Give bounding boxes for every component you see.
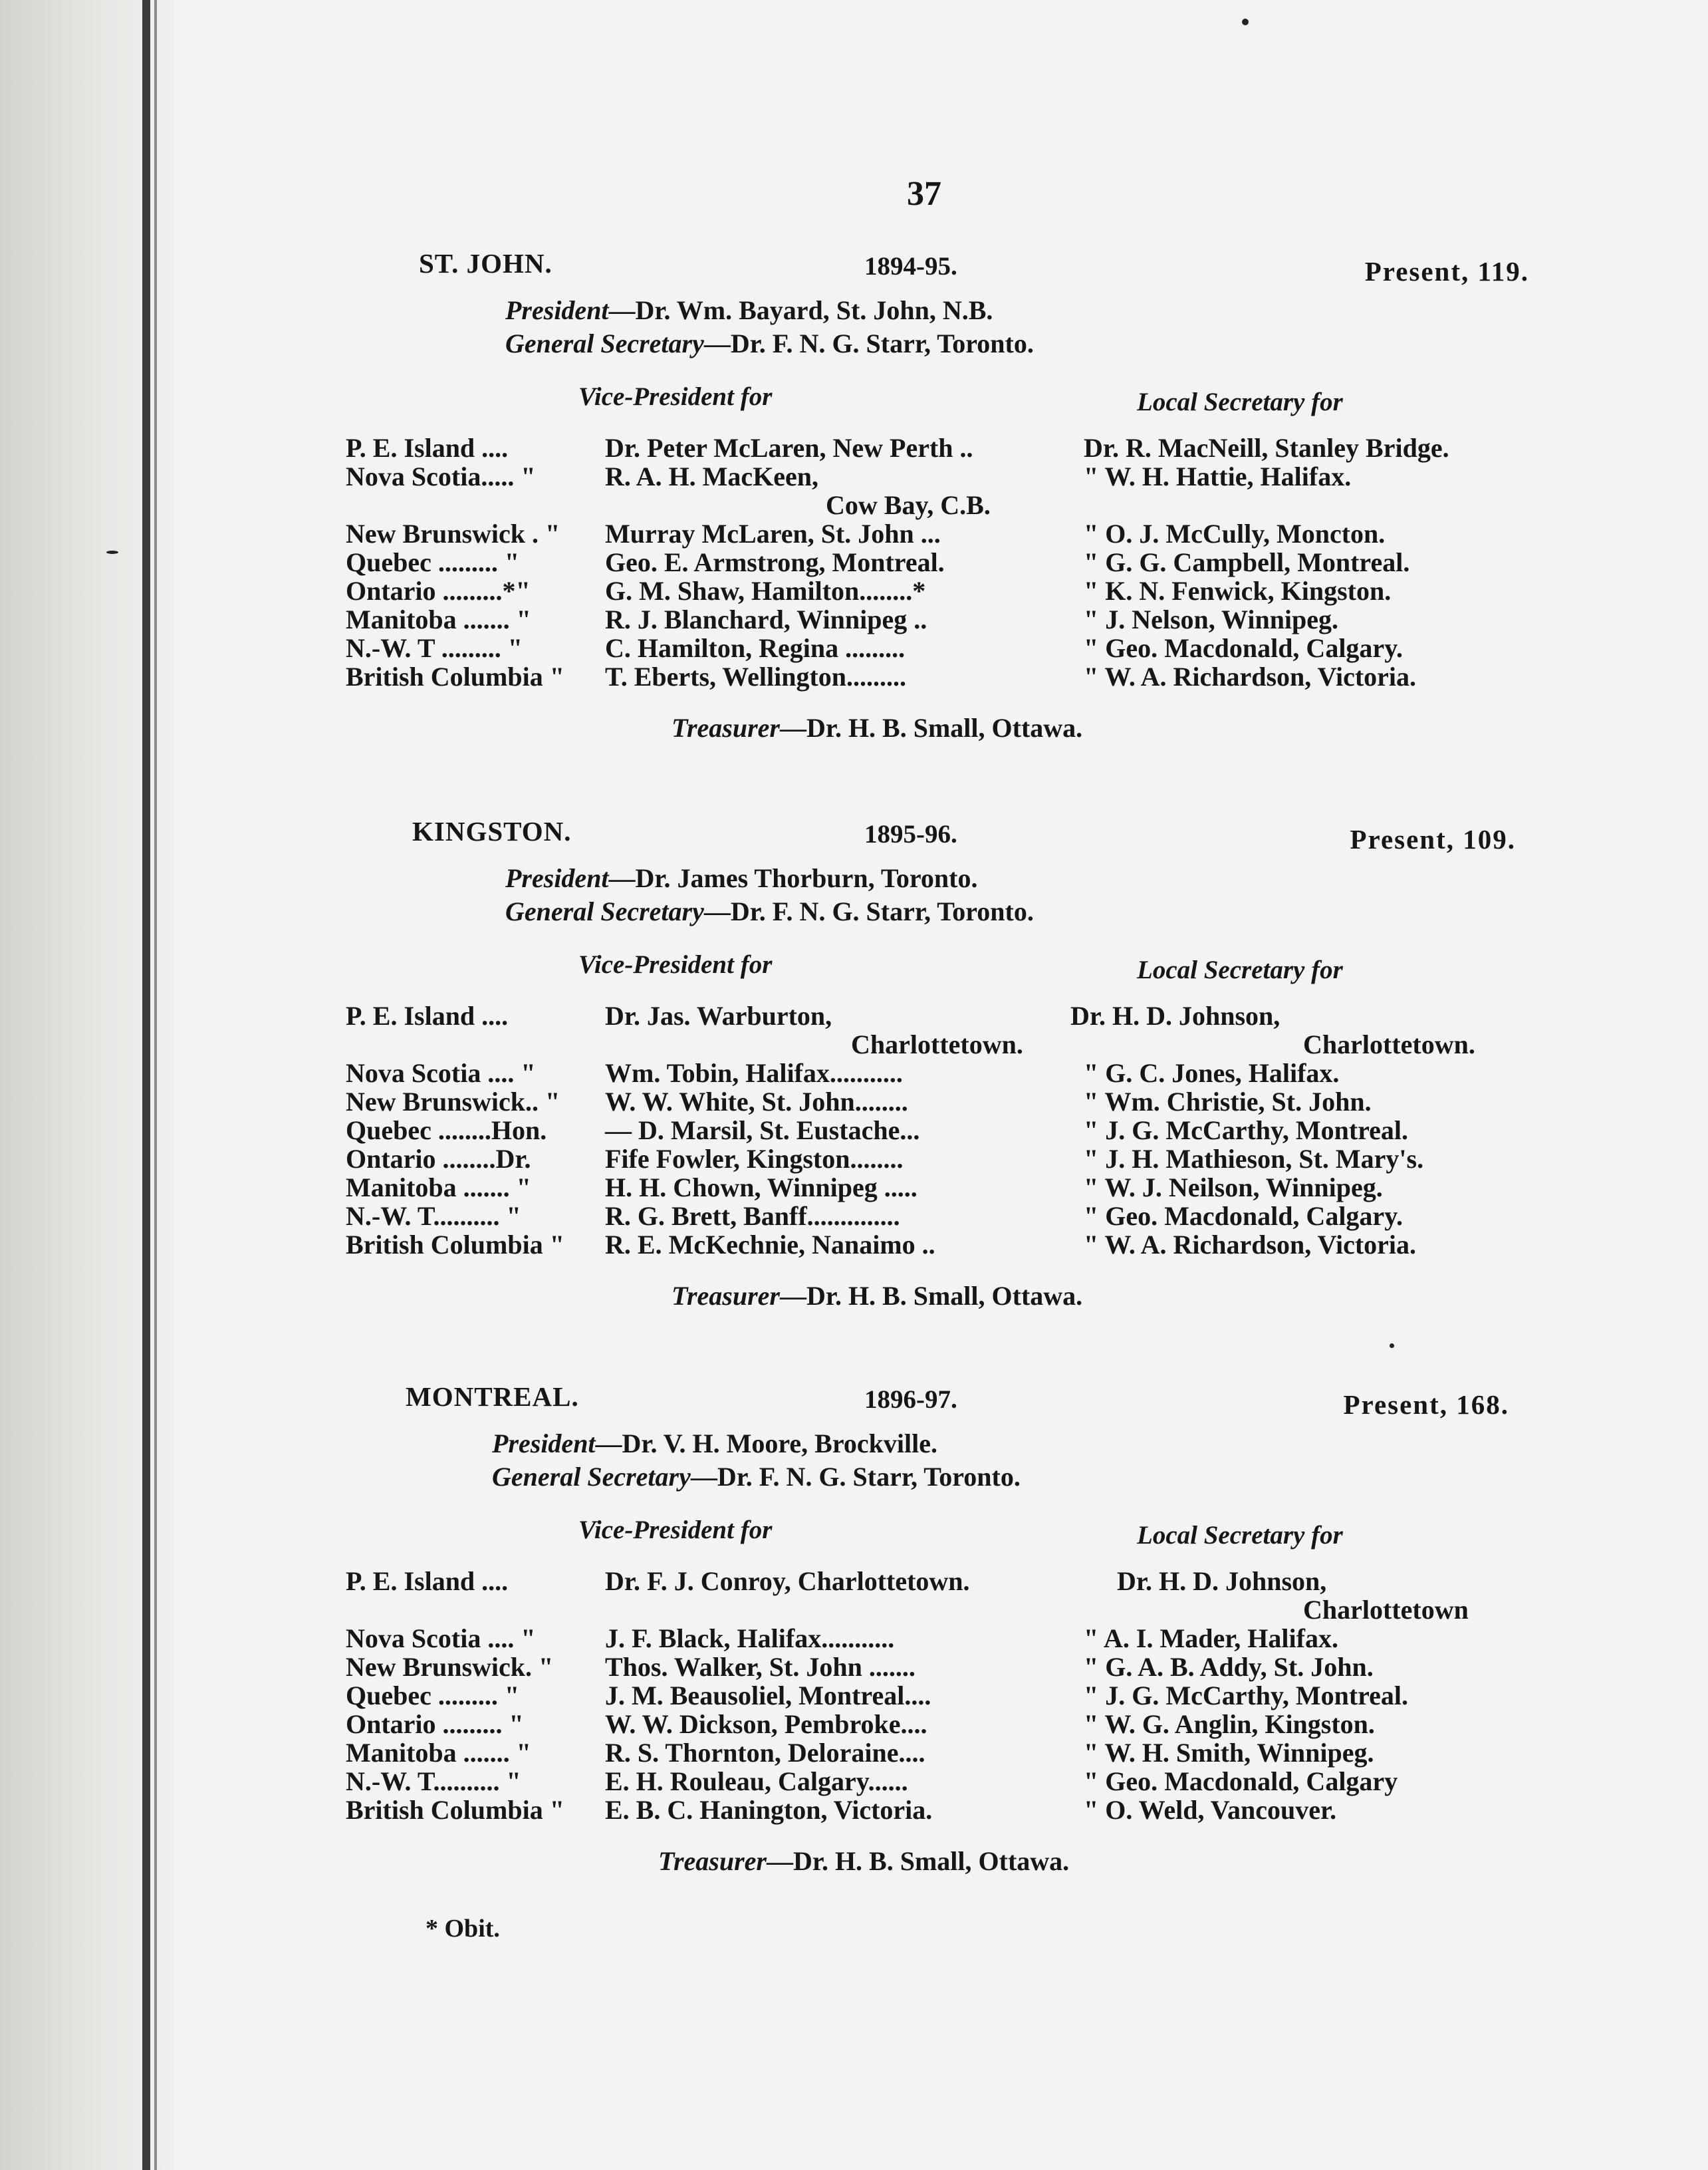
table-row — [346, 1000, 1529, 1057]
local-secretary: " W. A. Richardson, Victoria. — [1084, 662, 1417, 692]
table-row — [346, 1565, 1529, 1623]
vice-president: E. H. Rouleau, Calgary...... — [605, 1766, 908, 1796]
general-secretary-line — [346, 895, 1529, 928]
treasurer-line — [346, 712, 1529, 744]
local-secretary: " W. J. Neilson, Winnipeg. — [1084, 1172, 1383, 1202]
table-row — [346, 1229, 1529, 1258]
treasurer-line — [346, 1845, 1529, 1877]
vice-president: E. B. C. Hanington, Victoria. — [605, 1795, 933, 1825]
local-secretary: " G. A. B. Addy, St. John. — [1084, 1652, 1374, 1682]
section-header — [346, 247, 1529, 294]
local-secretary: Dr. H. D. Johnson, — [1117, 1566, 1327, 1596]
section-header — [346, 815, 1529, 862]
local-secretary: " J. G. McCarthy, Montreal. — [1084, 1681, 1409, 1710]
vice-president: G. M. Shaw, Hamilton........* — [605, 576, 926, 606]
table-row — [346, 1766, 1529, 1794]
table-row — [346, 1794, 1529, 1823]
vice-president: H. H. Chown, Winnipeg ..... — [605, 1172, 917, 1202]
president-name: —Dr. Wm. Bayard, St. John, N.B. — [608, 295, 993, 325]
officer-table — [346, 432, 1529, 690]
vice-president-heading: Vice-President for — [578, 950, 773, 979]
meeting-year: 1894-95. — [864, 252, 957, 281]
treasurer-line — [346, 1280, 1529, 1311]
vice-president: Dr. Peter McLaren, New Perth .. — [605, 433, 973, 463]
vice-president: Thos. Walker, St. John ....... — [605, 1652, 915, 1682]
vice-president-heading: Vice-President for — [578, 382, 773, 411]
vice-president: Wm. Tobin, Halifax........... — [605, 1058, 903, 1088]
general-secretary-role: General Secretary — [505, 329, 704, 358]
scan-speck — [106, 551, 118, 554]
vice-president: R. A. H. MacKeen, — [605, 462, 819, 491]
vice-president: R. J. Blanchard, Winnipeg .. — [605, 605, 927, 634]
vice-president: Dr. Jas. Warburton, — [605, 1001, 832, 1031]
treasurer-name: —Dr. H. B. Small, Ottawa. — [779, 713, 1083, 743]
vice-president: C. Hamilton, Regina ......... — [605, 633, 906, 663]
province: P. E. Island .... — [346, 433, 509, 463]
general-secretary-line — [346, 1460, 1529, 1494]
local-secretary: " O. Weld, Vancouver. — [1084, 1795, 1337, 1825]
local-secretary: " Geo. Macdonald, Calgary. — [1084, 633, 1403, 663]
local-secretary: " W. H. Hattie, Halifax. — [1084, 462, 1352, 491]
local-secretary-continuation: Charlottetown. — [1303, 1029, 1475, 1059]
local-secretary: " G. C. Jones, Halifax. — [1084, 1058, 1340, 1088]
vice-president: Fife Fowler, Kingston........ — [605, 1144, 904, 1174]
province: Manitoba ....... " — [346, 605, 531, 634]
vice-president: W. W. White, St. John........ — [605, 1087, 908, 1117]
president-name: —Dr. James Thorburn, Toronto. — [608, 863, 978, 893]
vice-president-continuation: Cow Bay, C.B. — [826, 490, 991, 520]
table-row — [346, 1057, 1529, 1086]
vice-president: Geo. E. Armstrong, Montreal. — [605, 547, 945, 577]
province: P. E. Island .... — [346, 1566, 509, 1596]
vice-president: — D. Marsil, St. Eustache... — [605, 1115, 920, 1145]
table-row — [346, 1143, 1529, 1172]
table-row — [346, 575, 1529, 604]
province: New Brunswick . " — [346, 519, 560, 549]
general-secretary-name: —Dr. F. N. G. Starr, Toronto. — [703, 329, 1034, 358]
footnote-obit: * Obit. — [426, 1915, 500, 1943]
treasurer-name: —Dr. H. B. Small, Ottawa. — [766, 1846, 1070, 1876]
vice-president: R. E. McKechnie, Nanaimo .. — [605, 1230, 935, 1260]
scan-speck — [1390, 1343, 1394, 1348]
general-secretary-role: General Secretary — [505, 896, 704, 926]
meeting-year: 1896-97. — [864, 1385, 957, 1414]
attendance-count: Present, 119. — [1364, 256, 1529, 287]
local-secretary: " K. N. Fenwick, Kingston. — [1084, 576, 1392, 606]
province: Manitoba ....... " — [346, 1172, 531, 1202]
table-row — [346, 1086, 1529, 1115]
local-secretary: " A. I. Mader, Halifax. — [1084, 1623, 1338, 1653]
president-role: President — [492, 1428, 596, 1458]
local-secretary: " O. J. McCully, Moncton. — [1084, 519, 1386, 549]
province: Nova Scotia .... " — [346, 1058, 536, 1088]
treasurer-role: Treasurer — [671, 713, 780, 743]
page-number: 37 — [907, 175, 941, 213]
president-role: President — [505, 863, 609, 893]
meeting-section-kingston — [346, 815, 1529, 1311]
province: Nova Scotia .... " — [346, 1623, 536, 1653]
general-secretary-role: General Secretary — [492, 1462, 691, 1492]
local-secretary: " J. Nelson, Winnipeg. — [1084, 605, 1339, 634]
province: Quebec ......... " — [346, 547, 520, 577]
president-line — [346, 1427, 1529, 1460]
table-row — [346, 1737, 1529, 1766]
president-name: —Dr. V. H. Moore, Brockville. — [595, 1428, 937, 1458]
province: N.-W. T.......... " — [346, 1766, 521, 1796]
president-role: President — [505, 295, 609, 325]
local-secretary-heading: Local Secretary for — [1137, 388, 1343, 416]
local-secretary: " W. H. Smith, Winnipeg. — [1084, 1738, 1374, 1768]
local-secretary: " W. G. Anglin, Kingston. — [1084, 1709, 1375, 1739]
table-row — [346, 1172, 1529, 1200]
scan-speck — [1242, 19, 1249, 25]
vice-president: W. W. Dickson, Pembroke.... — [605, 1709, 927, 1739]
vice-president-continuation: Charlottetown. — [851, 1029, 1023, 1059]
local-secretary: " Wm. Christie, St. John. — [1084, 1087, 1372, 1117]
local-secretary: " G. G. Campbell, Montreal. — [1084, 547, 1410, 577]
province: British Columbia " — [346, 662, 564, 692]
president-line — [346, 862, 1529, 895]
table-row — [346, 632, 1529, 661]
officer-table — [346, 1565, 1529, 1823]
table-row — [346, 518, 1529, 547]
binding-shadow — [154, 0, 157, 2170]
vice-president: J. F. Black, Halifax........... — [605, 1623, 895, 1653]
table-row — [346, 432, 1529, 461]
treasurer-role: Treasurer — [671, 1281, 780, 1311]
vice-president: Murray McLaren, St. John ... — [605, 519, 941, 549]
province: Ontario ........Dr. — [346, 1144, 531, 1174]
province: Ontario .........*" — [346, 576, 531, 606]
meeting-section-montreal — [346, 1381, 1529, 1877]
general-secretary-name: —Dr. F. N. G. Starr, Toronto. — [703, 896, 1034, 926]
local-secretary-heading: Local Secretary for — [1137, 956, 1343, 984]
local-secretary: Dr. H. D. Johnson, — [1070, 1001, 1281, 1031]
column-headings — [346, 382, 1529, 423]
treasurer-role: Treasurer — [658, 1846, 767, 1876]
table-row — [346, 1200, 1529, 1229]
local-secretary: " J. H. Mathieson, St. Mary's. — [1084, 1144, 1424, 1174]
table-row — [346, 1708, 1529, 1737]
binding-edge — [142, 0, 150, 2170]
province: Ontario ......... " — [346, 1709, 524, 1739]
vice-president: R. S. Thornton, Deloraine.... — [605, 1738, 925, 1768]
vice-president: Dr. F. J. Conroy, Charlottetown. — [605, 1566, 970, 1596]
president-line — [346, 294, 1529, 327]
meeting-city: KINGSTON. — [412, 816, 572, 847]
province: P. E. Island .... — [346, 1001, 509, 1031]
province: Manitoba ....... " — [346, 1738, 531, 1768]
meeting-city: MONTREAL. — [406, 1381, 579, 1412]
general-secretary-name: —Dr. F. N. G. Starr, Toronto. — [690, 1462, 1021, 1492]
meeting-section-st-john — [346, 247, 1529, 744]
table-row — [346, 604, 1529, 632]
table-row — [346, 461, 1529, 518]
vice-president-heading: Vice-President for — [578, 1516, 773, 1544]
local-secretary: " W. A. Richardson, Victoria. — [1084, 1230, 1417, 1260]
province: New Brunswick.. " — [346, 1087, 560, 1117]
local-secretary-heading: Local Secretary for — [1137, 1521, 1343, 1550]
province: British Columbia " — [346, 1230, 564, 1260]
local-secretary: " Geo. Macdonald, Calgary — [1084, 1766, 1398, 1796]
province: British Columbia " — [346, 1795, 564, 1825]
province: N.-W. T ......... " — [346, 633, 523, 663]
column-headings — [346, 1515, 1529, 1556]
table-row — [346, 661, 1529, 690]
vice-president: R. G. Brett, Banff.............. — [605, 1201, 900, 1231]
meeting-city: ST. JOHN. — [419, 248, 552, 279]
section-header — [346, 1381, 1529, 1427]
general-secretary-line — [346, 327, 1529, 360]
province: Quebec ........Hon. — [346, 1115, 547, 1145]
column-headings — [346, 950, 1529, 991]
treasurer-name: —Dr. H. B. Small, Ottawa. — [779, 1281, 1083, 1311]
attendance-count: Present, 109. — [1350, 824, 1516, 855]
local-secretary-continuation: Charlottetown — [1303, 1595, 1469, 1625]
province: Nova Scotia..... " — [346, 462, 536, 491]
attendance-count: Present, 168. — [1343, 1389, 1509, 1420]
province: N.-W. T.......... " — [346, 1201, 521, 1231]
vice-president: T. Eberts, Wellington......... — [605, 662, 907, 692]
local-secretary: " Geo. Macdonald, Calgary. — [1084, 1201, 1403, 1231]
table-row — [346, 1651, 1529, 1680]
vice-president: J. M. Beausoliel, Montreal.... — [605, 1681, 931, 1710]
table-row — [346, 1115, 1529, 1143]
table-row — [346, 1623, 1529, 1651]
local-secretary: " J. G. McCarthy, Montreal. — [1084, 1115, 1409, 1145]
table-row — [346, 1680, 1529, 1708]
local-secretary: Dr. R. MacNeill, Stanley Bridge. — [1084, 433, 1449, 463]
table-row — [346, 547, 1529, 575]
province: New Brunswick. " — [346, 1652, 554, 1682]
officer-table — [346, 1000, 1529, 1258]
province: Quebec ......... " — [346, 1681, 520, 1710]
meeting-year: 1895-96. — [864, 820, 957, 849]
